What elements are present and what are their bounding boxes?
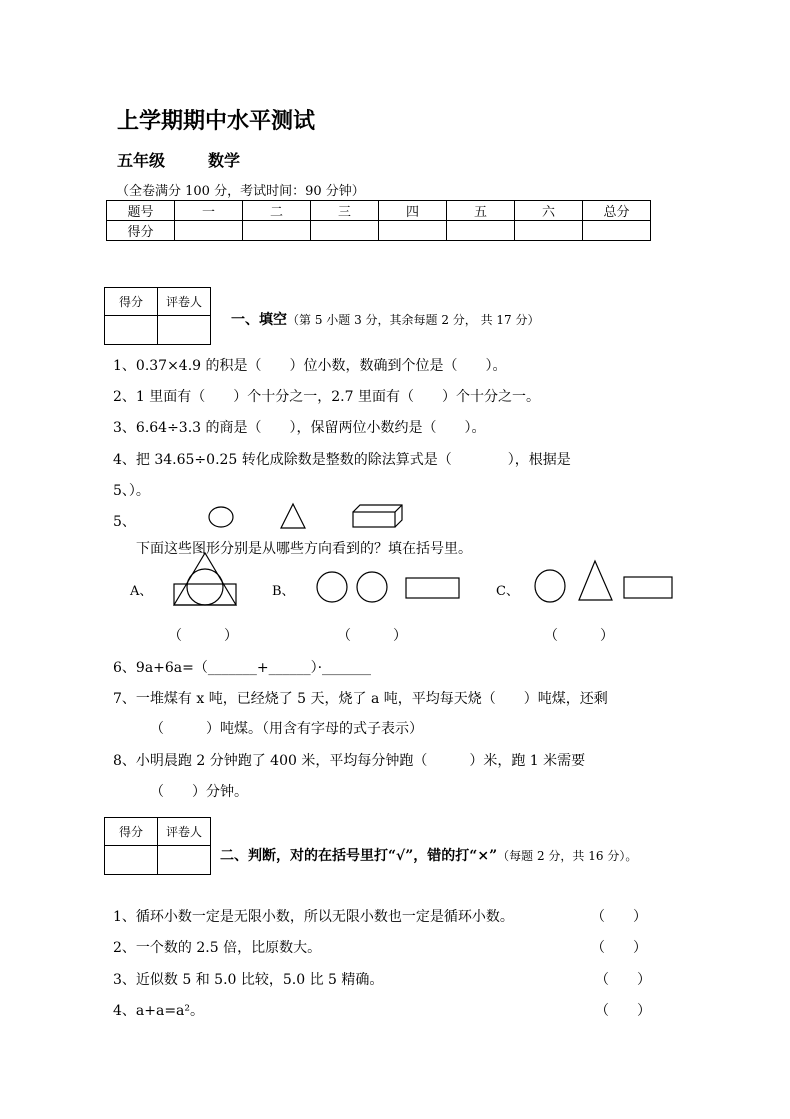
section2-heading [220,845,637,865]
section2-note: （每题 2 分，共 16 分）。 [497,849,638,863]
subject-label: 数学 [208,151,241,170]
question-7-cont: （ ）吨煤。（用含有字母的式子表示） [150,721,423,737]
grader-score-label: 得分 [105,818,158,846]
question-3: 3、6.64÷3.3 的商是（ ），保留两位小数约是（ ）。 [113,420,486,436]
option-a-figure [174,553,236,605]
option-c-label: C、 [496,584,519,599]
judge-answer-2[interactable]: （ ） [591,940,647,956]
judge-answer-4[interactable]: （ ） [595,1003,651,1019]
option-b-figure [317,572,459,602]
judge-question-2: 2、一个数的 2.5 倍，比原数大。 [113,940,322,956]
question-2: 2、1 里面有（ ）个十分之一，2.7 里面有（ ）个十分之一。 [113,389,540,405]
question-4: 4、把 34.65÷0.25 转化成除数是整数的除法算式是（ ），根据是 [113,452,571,468]
triangle-view-icon [281,504,305,528]
table-cell: 六 [515,201,583,221]
answer-paren-c[interactable]: （ ） [544,628,614,644]
answer-paren-a[interactable]: （ ） [168,628,238,644]
page-title: 上学期期中水平测试 [117,108,316,134]
question-8: 8、小明晨跑 2 分钟跑了 400 米，平均每分钟跑（ ）米，跑 1 米需要 [113,753,586,769]
judge-question-3: 3、近似数 5 和 5.0 比较，5.0 比 5 精确。 [113,972,384,988]
table-cell: 三 [311,201,379,221]
table-cell: 得分 [107,221,175,241]
judge-question-1: 1、循环小数一定是无限小数，所以无限小数也一定是循环小数。 [113,909,514,925]
table-cell: 五 [447,201,515,221]
circle-view-icon [209,507,233,527]
question-8-cont: （ ）分钟。 [150,784,248,800]
question-5: 5、 [113,514,136,530]
section2-title: 二、判断，对的在括号里打“√”，错的打“×” [220,848,498,864]
question-1: 1、0.37×4.9 的积是（ ）位小数，数确到个位是（ ）。 [113,358,507,374]
judge-answer-1[interactable]: （ ） [591,909,647,925]
grader-name-label: 评卷人 [158,818,211,846]
option-c-figure [535,561,672,602]
option-b-label: B、 [272,584,295,599]
table-cell: 二 [243,201,311,221]
exam-note: （全卷满分 100 分，考试时间：90 分钟） [116,184,365,199]
judge-answer-3[interactable]: （ ） [595,972,651,988]
section1-title: 一、填空 [231,312,287,328]
table-cell: 总分 [583,201,651,221]
question-4-cont: 5、）。 [113,483,150,499]
grader-name-cell[interactable] [158,846,211,875]
grader-box [104,817,211,875]
question-7: 7、一堆煤有 x 吨，已经烧了 5 天，烧了 a 吨，平均每天烧（ ）吨煤，还剩 [113,691,608,707]
option-a-label: A、 [130,584,153,599]
table-cell: 题号 [107,201,175,221]
judge-question-4: 4、a+a=a²。 [113,1003,205,1019]
cuboid-view-icon [353,505,402,527]
grader-name-label: 评卷人 [158,288,211,316]
answer-paren-b[interactable]: （ ） [337,628,407,644]
table-cell: 四 [379,201,447,221]
question-6: 6、9a+6a=（_______+______）·_______ [113,660,372,676]
grader-score-cell[interactable] [105,846,158,875]
question-5-prompt: 下面这些图形分别是从哪些方向看到的？填在括号里。 [136,541,472,557]
table-cell: 一 [175,201,243,221]
grader-score-label: 得分 [105,288,158,316]
section1-note: （第 5 小题 3 分，其余每题 2 分， 共 17 分） [287,313,540,327]
grade-label: 五年级 [117,151,166,170]
